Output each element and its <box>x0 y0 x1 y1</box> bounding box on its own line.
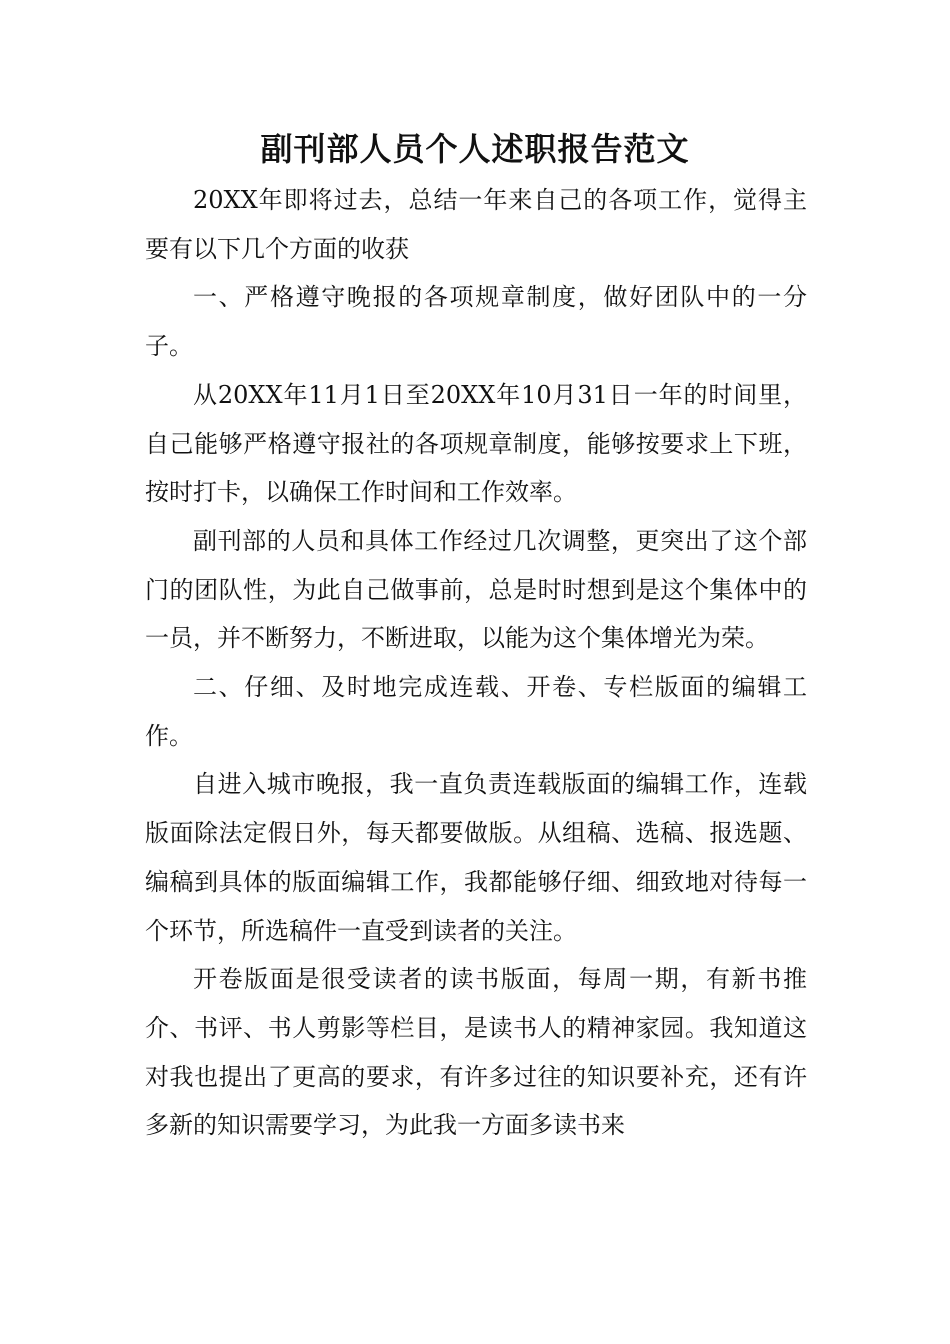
document-body <box>145 176 807 1150</box>
paragraph-reading-page: 开卷版面是很受读者的读书版面，每周一期，有新书推介、书评、书人剪影等栏目，是读书人的精神家园。我知道这对我也提出了更高的要求，有许多过往的知识要补充，还有许多新的知识需要学习，为此我一方面多读书来 <box>145 965 807 1140</box>
paragraph-section-two-heading: 二、仔细、及时地完成连载、开卷、专栏版面的编辑工作。 <box>145 673 807 750</box>
paragraph-intro: 20XX年即将过去，总结一年来自己的各项工作，觉得主要有以下几个方面的收获 <box>145 186 807 263</box>
document-title: 副刊部人员个人述职报告范文 <box>260 130 690 168</box>
paragraph-serial-editing: 自进入城市晚报，我一直负责连载版面的编辑工作，连载版面除法定假日外，每天都要做版。从组稿、选稿、报选题、编稿到具体的版面编辑工作，我都能够仔细、细致地对待每一个环节，所选稿件一直受到读者的关注。 <box>145 770 807 945</box>
paragraph-teamwork: 副刊部的人员和具体工作经过几次调整，更突出了这个部门的团队性，为此自己做事前，总是时时想到是这个集体中的一员，并不断努力，不断进取，以能为这个集体增光为荣。 <box>145 526 807 653</box>
paragraph-section-one-heading: 一、严格遵守晚报的各项规章制度，做好团队中的一分子。 <box>145 283 807 361</box>
paragraph-attendance: 从20XX年11月1日至20XX年10月31日一年的时间里，自己能够严格遵守报社的各项规章制度，能够按要求上下班，按时打卡，以确保工作时间和工作效率。 <box>145 380 807 507</box>
